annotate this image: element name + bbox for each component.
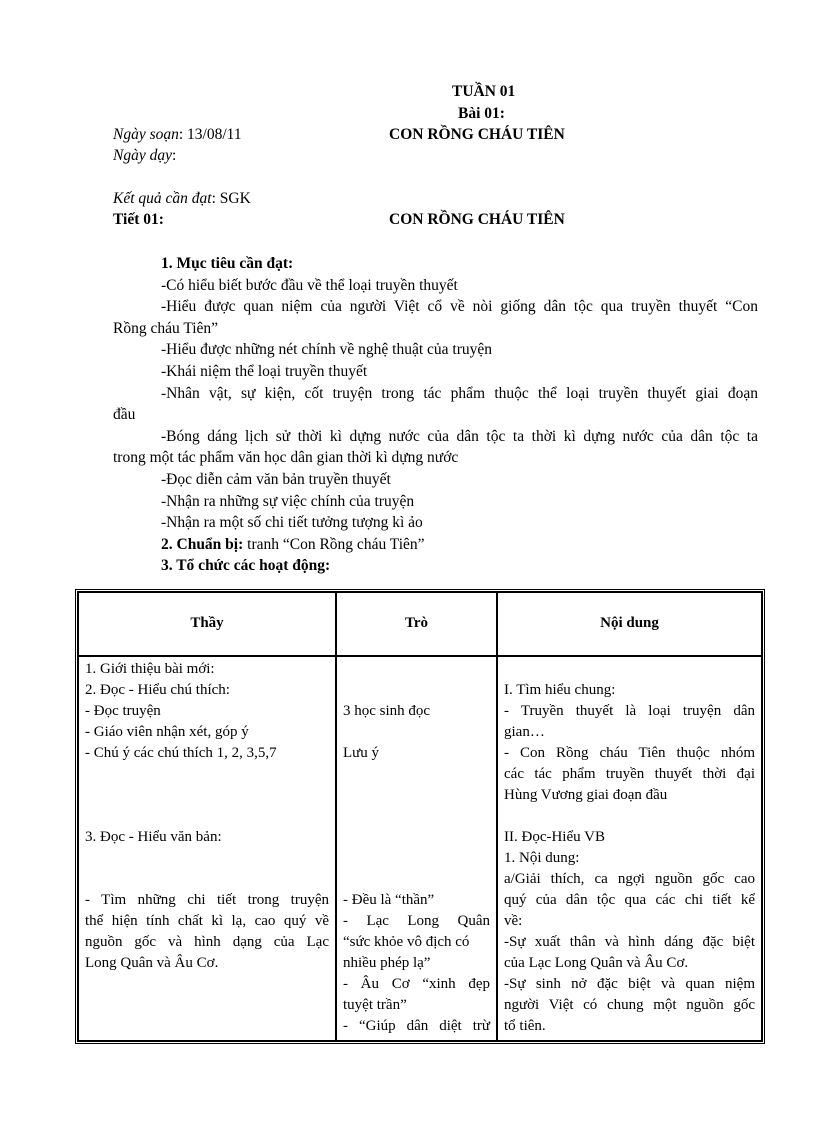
activities-table [75,589,765,1044]
objective-line: -Hiểu được quan niệm của người Việt cổ về nòi giống dân tộc qua truyền thuyết “Con [161,298,758,316]
preparation-label: 2. Chuẩn bị: [161,535,244,553]
activities-heading: 3. Tổ chức các hoạt động: [161,557,331,575]
teacher-line: - Giáo viên nhận xét, góp ý [85,724,249,740]
period-number: Tiết 01: [113,211,164,228]
teach-date-value: : [171,147,177,164]
student-line: - Lạc Long Quân [343,913,490,929]
content-line: I. Tìm hiểu chung: [504,682,616,698]
teacher-line: 3. Đọc - Hiểu văn bản: [85,829,222,845]
objectives-section [113,253,758,577]
content-line: các tác phẩm truyền thuyết thời đại [504,766,755,782]
lesson-title: CON RỒNG CHÁU TIÊN [389,126,565,143]
student-line: tuyệt trần” [343,997,407,1013]
objective-line: -Nhận ra một số chi tiết tưởng tượng kì ảo [161,514,423,532]
student-line: 3 học sinh đọc [343,703,431,719]
objective-line: -Bóng dáng lịch sử thời kì dựng nước của dân tộc ta thời kì dựng nước của dân tộc ta [161,427,758,445]
prep-date-label: Ngày soạn [113,126,179,143]
content-line: Hùng Vương giai đoạn đầu [504,787,668,803]
objective-line: -Nhân vật, sự kiện, cốt truyện trong tác phẩm thuộc thể loại truyền thuyết giai đoạn [161,384,758,402]
content-line: về: [504,913,523,929]
column-header-content: Nội dung [497,592,762,656]
objective-line: -Đọc diễn cảm văn bản truyền thuyết [161,470,391,488]
objectives-heading: 1. Mục tiêu cần đạt: [161,255,294,272]
expected-result-value: : SGK [211,190,251,207]
column-header-student: Trò [336,592,497,656]
student-line: - Đều là “thần” [343,892,435,908]
content-line: - Truyền thuyết là loại truyện dân [504,703,755,719]
teacher-line: - Đọc truyện [85,703,161,719]
objective-line: trong một tác phẩm văn học dân gian thời kì dựng nước [113,449,459,467]
prep-date-value: : 13/08/11 [178,126,242,143]
content-line: tổ tiên. [504,1018,546,1034]
teacher-line: nguồn gốc và hình dạng của Lạc [85,934,329,950]
student-line: - “Giúp dân diệt trừ [343,1018,490,1034]
teacher-line: thể hiện tính chất kì lạ, cao quý về [85,913,329,929]
content-line: - Con Rồng cháu Tiên thuộc nhóm [504,745,755,761]
prep-date [113,125,242,145]
student-line: - Âu Cơ “xinh đẹp [343,976,490,992]
objective-line: -Có hiểu biết bước đầu về thể loại truyền thuyết [161,276,458,294]
content-line: II. Đọc-Hiểu VB [504,829,605,845]
teacher-line: - Tìm những chi tiết trong truyện [85,892,329,908]
objective-line: -Khái niệm thể loại truyền thuyết [161,362,368,380]
student-line: “sức khỏe vô địch có [343,934,470,950]
objective-line: -Nhận ra những sự việc chính của truyện [161,492,415,510]
content-line: quý của dân tộc qua các chi tiết kể [504,892,755,908]
preparation-value: tranh “Con Rồng cháu Tiên” [243,535,425,553]
student-cell [336,656,497,1041]
teacher-cell [78,656,336,1041]
column-header-teacher: Thầy [78,592,336,656]
teacher-line: 1. Giới thiệu bài mới: [85,661,215,677]
objective-line: -Hiểu được những nét chính về nghệ thuật của truyện [161,341,493,359]
teacher-line: - Chú ý các chú thích 1, 2, 3,5,7 [85,745,277,761]
table-header-row [78,592,762,656]
content-line: -Sự sinh nở đặc biệt và quan niệm [504,976,755,992]
content-line: a/Giải thích, ca ngợi nguồn gốc cao [504,871,755,887]
content-line: gian… [504,724,545,740]
content-line: 1. Nội dung: [504,850,580,866]
period-title: CON RỒNG CHÁU TIÊN [389,211,565,228]
student-line: nhiều phép lạ” [343,955,431,971]
week-heading: TUẦN 01 [452,83,516,100]
content-line: người Việt có chung một nguồn gốc [504,997,755,1013]
content-cell [497,656,762,1041]
teacher-line: 2. Đọc - Hiểu chú thích: [85,682,230,698]
preparation-line [113,534,758,556]
teacher-line: Long Quân và Âu Cơ. [85,955,219,971]
objective-line: Rồng cháu Tiên” [113,319,219,337]
content-line: -Sự xuất thân và hình dáng đặc biệt [504,934,755,950]
table-row [78,656,762,1041]
expected-result-label: Kết quả cần đạt [113,190,212,207]
teach-date-label: Ngày dạy [113,147,172,164]
lesson-number: Bài 01: [458,105,505,122]
student-line: Lưu ý [343,745,380,761]
expected-result [113,189,251,209]
teach-date [113,146,176,166]
content-line: của Lạc Long Quân và Âu Cơ. [504,955,689,971]
objective-line: đầu [113,406,136,424]
